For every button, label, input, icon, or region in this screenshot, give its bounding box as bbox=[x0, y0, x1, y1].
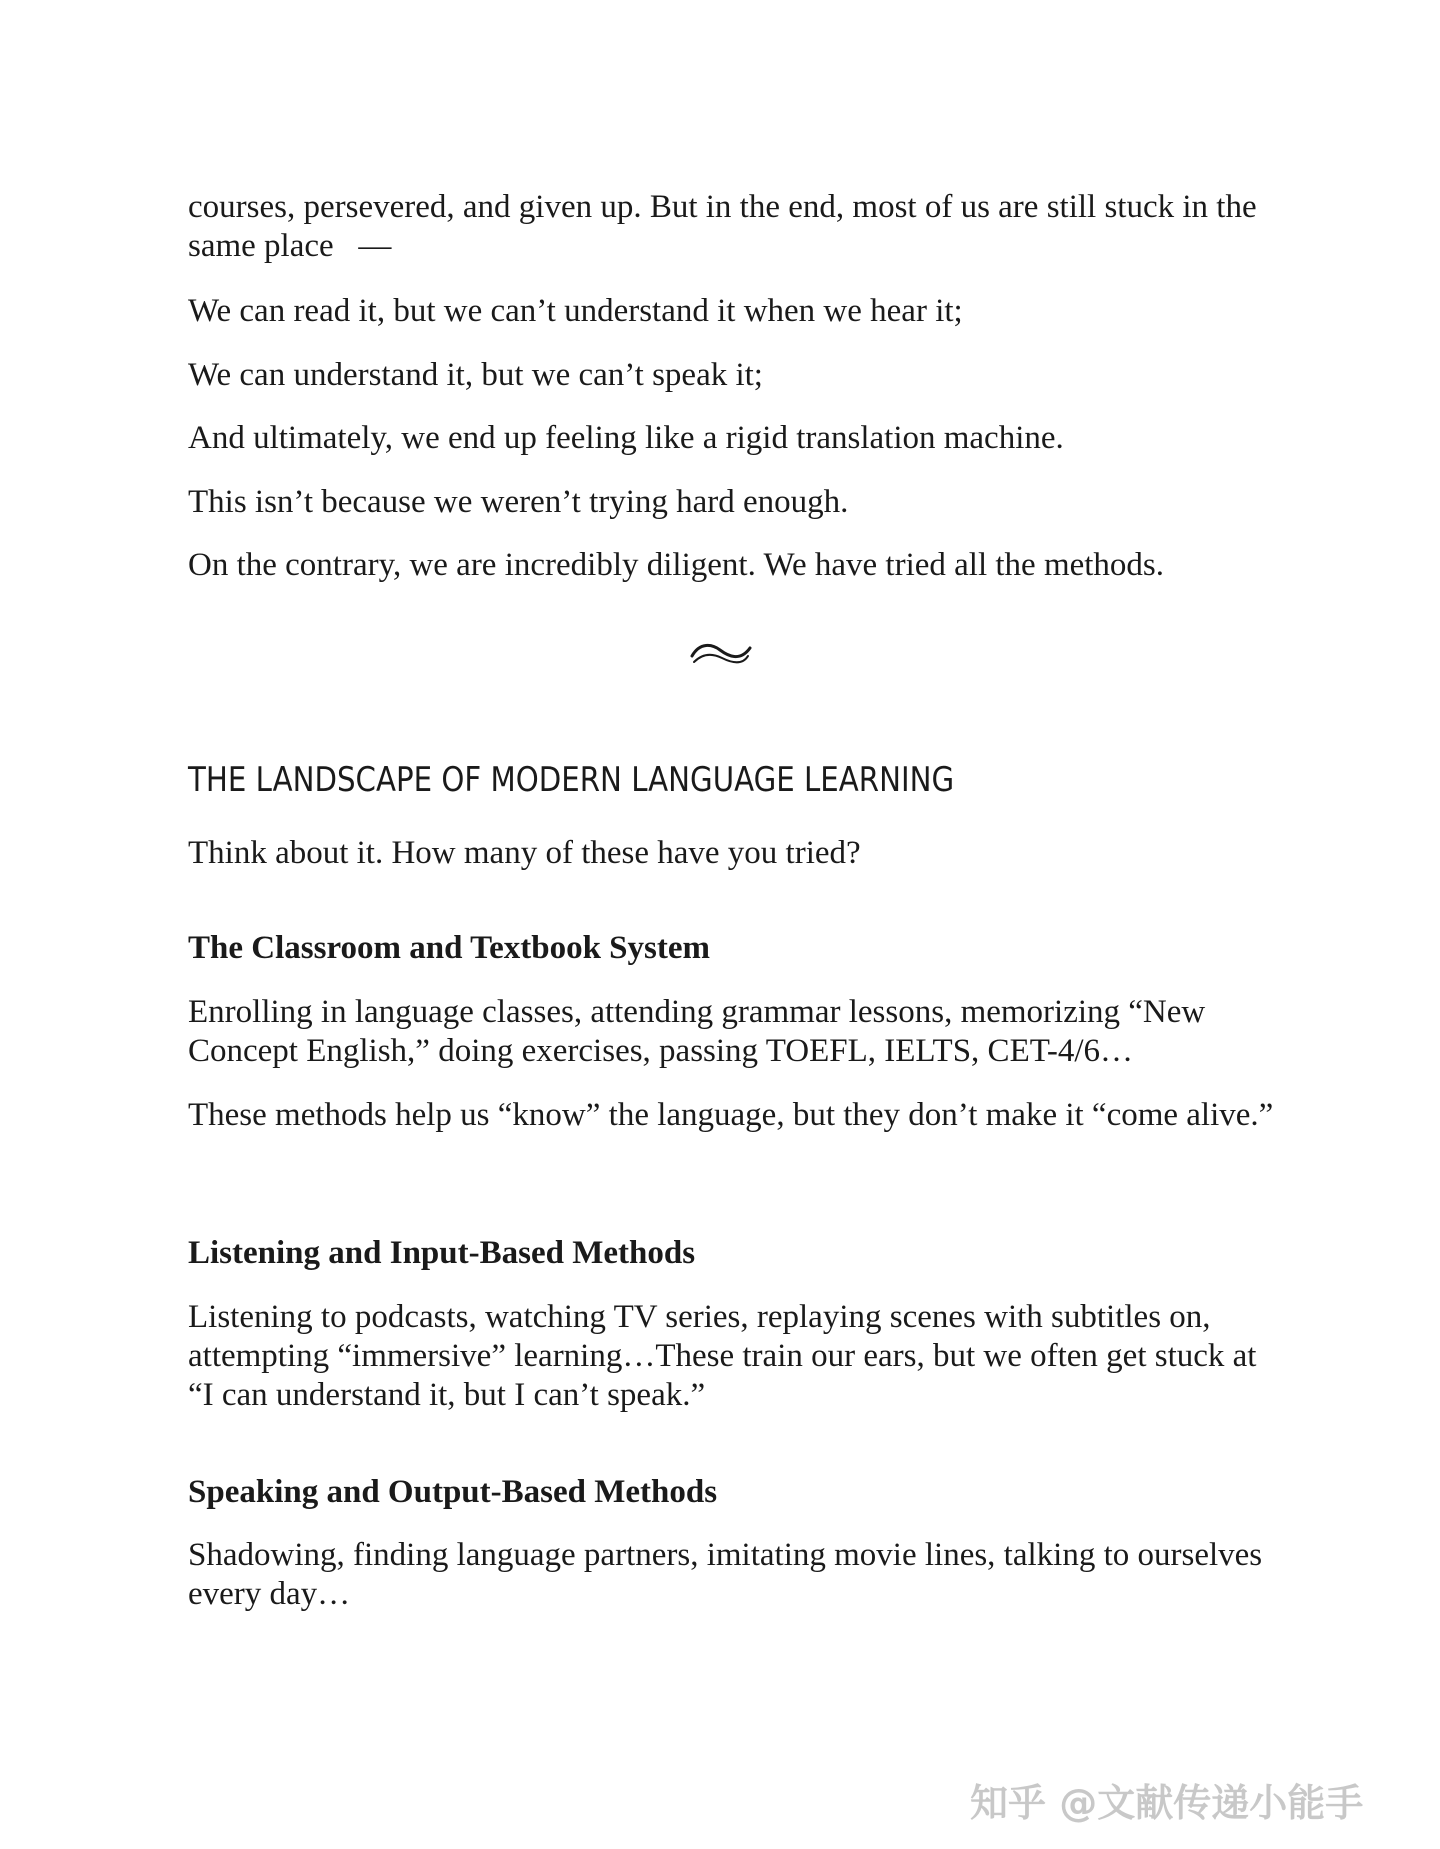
paragraph-classroom-methods: Enrolling in language classes, attending grammar lessons, memorizing “New Concept English,” doing exercises, passing TOEFL, IELTS, CET-4/6… bbox=[188, 994, 1206, 1069]
paragraph-listening-methods: Listening to podcasts, watching TV series, replaying scenes with subtitles on, attempting “immersive” learning…These train our ears, but we often get stuck at “I can understand it, but I can’t speak.” bbox=[188, 1299, 1257, 1413]
subsection-heading-listening: Listening and Input-Based Methods bbox=[188, 1235, 696, 1271]
paragraph-know-not-alive: These methods help us “know” the language, but they don’t make it “come alive.” bbox=[188, 1097, 1274, 1133]
watermark: 知乎 @文献传递小能手 bbox=[970, 1781, 1364, 1825]
paragraph-not-trying-hard: This isn’t because we weren’t trying hard enough. bbox=[188, 484, 849, 520]
swash-divider-icon bbox=[686, 636, 756, 672]
paragraph-incredibly-diligent: On the contrary, we are incredibly diligent. We have tried all the methods. bbox=[188, 547, 1165, 583]
paragraph-understand-not-speak: We can understand it, but we can’t speak it; bbox=[188, 357, 763, 393]
paragraph-speaking-methods: Shadowing, finding language partners, imitating movie lines, talking to ourselves every day… bbox=[188, 1537, 1263, 1612]
section-title: THE LANDSCAPE OF MODERN LANGUAGE LEARNING bbox=[188, 760, 955, 800]
paragraph-translation-machine: And ultimately, we end up feeling like a rigid translation machine. bbox=[188, 420, 1064, 456]
subsection-heading-speaking: Speaking and Output-Based Methods bbox=[188, 1474, 718, 1510]
paragraph-stuck-same-place: courses, persevered, and given up. But in the end, most of us are still stuck in the same place — bbox=[188, 189, 1257, 264]
paragraph-read-not-hear: We can read it, but we can’t understand it when we hear it; bbox=[188, 293, 963, 329]
section-intro: Think about it. How many of these have you tried? bbox=[188, 835, 861, 871]
subsection-heading-classroom: The Classroom and Textbook System bbox=[188, 930, 710, 966]
